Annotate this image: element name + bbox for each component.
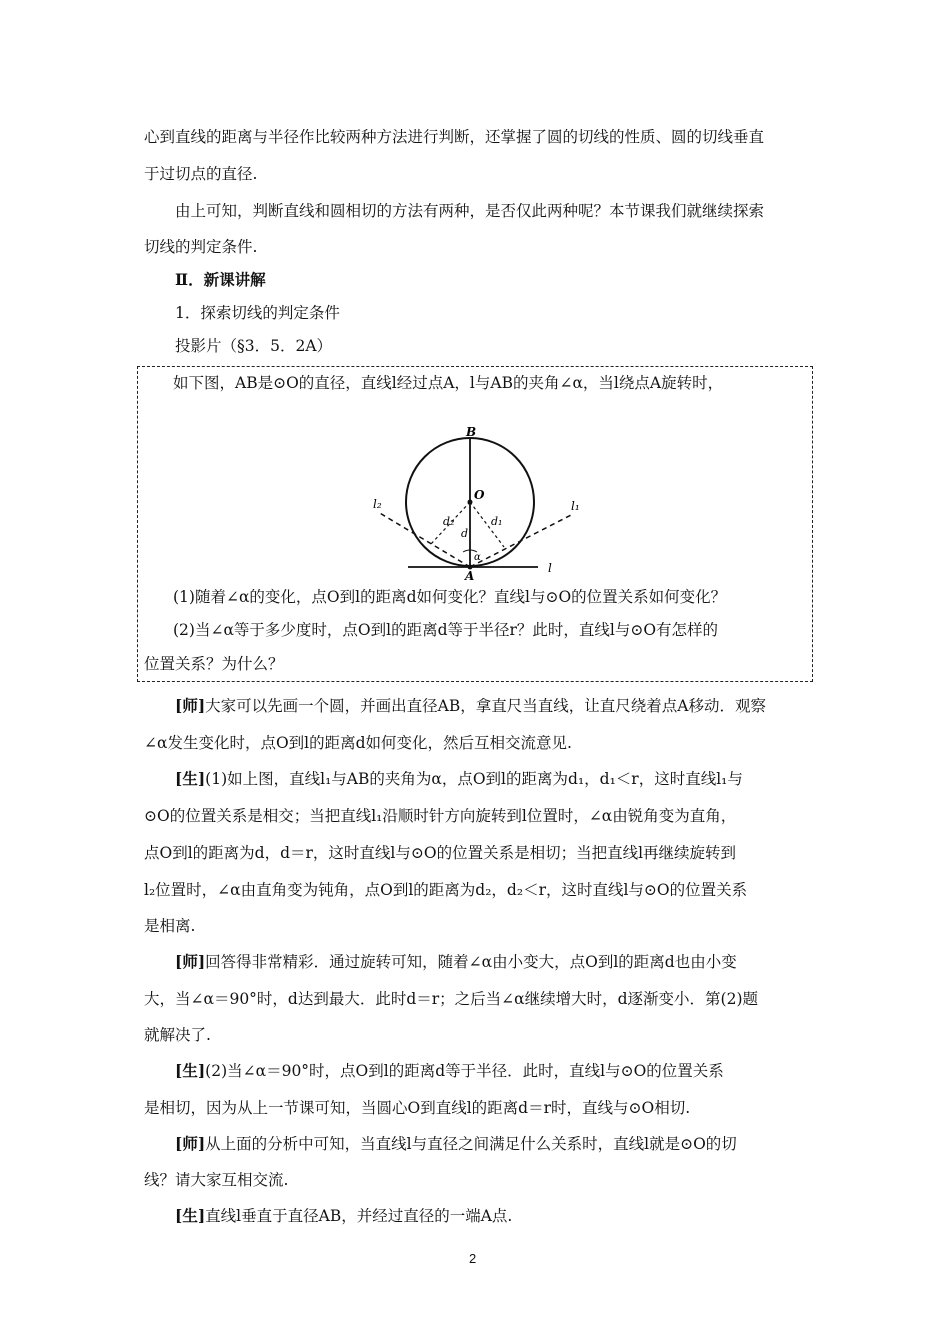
label-a: A <box>465 569 475 582</box>
dialogue-line: l₂位置时，∠α由直角变为钝角，点O到l的距离为d₂，d₂＜r，这时直线l与⊙O的位置关系 <box>144 881 748 899</box>
speaker-tag: [师] <box>175 1134 206 1153</box>
label-l1: l₁ <box>571 499 580 513</box>
label-d1: d₁ <box>491 515 503 528</box>
dialogue-text: (1)如上图，直线l₁与AB的夹角为α，点O到l的距离为d₁，d₁＜r，这时直线l₁与 <box>205 770 743 788</box>
label-d: d <box>461 527 469 540</box>
paragraph-line: 由上可知，判断直线和圆相切的方法有两种，是否仅此两种呢？本节课我们就继续探索 <box>175 202 765 220</box>
slide-intro: 如下图，AB是⊙O的直径，直线l经过点A，l与AB的夹角∠α，当l绕点A旋转时， <box>173 374 724 392</box>
section-heading: Ⅱ．新课讲解 <box>175 270 266 289</box>
dialogue-line: 大，当∠α＝90°时，d达到最大．此时d＝r；之后当∠α继续增大时，d逐渐变小．第(2)题 <box>144 990 759 1008</box>
dialogue-text: 从上面的分析中可知，当直线l与直径之间满足什么关系时，直线l就是⊙O的切 <box>205 1135 737 1153</box>
dialogue-line <box>175 952 737 972</box>
paragraph-line: 于过切点的直径. <box>144 165 258 183</box>
dialogue-line: 就解决了. <box>144 1026 211 1044</box>
dialogue-line <box>175 1134 737 1154</box>
dialogue-text: 回答得非常精彩．通过旋转可知，随着∠α由小变大，点O到l的距离d也由小变 <box>205 953 737 971</box>
sub-heading: 1．探索切线的判定条件 <box>175 304 340 322</box>
dialogue-line: 是相离. <box>144 917 196 935</box>
dialogue-line <box>175 769 743 789</box>
dialogue-line <box>175 696 766 716</box>
label-alpha: α <box>474 552 481 563</box>
dialogue-text: 直线l垂直于直径AB，并经过直径的一端A点. <box>205 1207 513 1225</box>
dialogue-text: 大家可以先画一个圆，并画出直径AB，拿直尺当直线，让直尺绕着点A移动．观察 <box>205 697 766 715</box>
slide-question-1: (1)随着∠α的变化，点O到l的距离d如何变化？直线l与⊙O的位置关系如何变化？ <box>173 588 727 606</box>
point-o <box>468 500 473 505</box>
page-number: 2 <box>469 1251 477 1266</box>
speaker-tag: [生] <box>175 1061 206 1080</box>
dialogue-line: 是相切，因为从上一节课可知，当圆心O到直线l的距离d＝r时，直线与⊙O相切. <box>144 1099 691 1117</box>
slide-reference: 投影片（§3．5．2A） <box>175 337 333 355</box>
slide-question-2: (2)当∠α等于多少度时，点O到l的距离d等于半径r？此时，直线l与⊙O有怎样的 <box>173 621 719 639</box>
dialogue-line: 点O到l的距离为d，d＝r，这时直线l与⊙O的位置关系是相切；当把直线l再继续旋转到 <box>144 844 737 862</box>
dialogue-text: (2)当∠α＝90°时，点O到l的距离d等于半径．此时，直线l与⊙O的位置关系 <box>205 1062 724 1080</box>
speaker-tag: [生] <box>175 769 206 788</box>
slide-question-2-cont: 位置关系？为什么？ <box>144 655 284 673</box>
paragraph-line: 切线的判定条件. <box>144 238 258 256</box>
line-l2 <box>378 512 470 567</box>
label-d2: d₂ <box>443 515 455 528</box>
speaker-tag: [师] <box>175 952 206 971</box>
slide-box <box>137 366 813 682</box>
label-l: l <box>548 561 552 575</box>
dialogue-line <box>175 1061 724 1081</box>
dialogue-line: ⊙O的位置关系是相交；当把直线l₁沿顺时针方向旋转到l位置时，∠α由锐角变为直角， <box>144 807 737 825</box>
label-l2: l₂ <box>373 497 382 511</box>
label-o: O <box>474 488 485 502</box>
dialogue-line: 线？请大家互相交流. <box>144 1171 289 1189</box>
speaker-tag: [师] <box>175 696 206 715</box>
dialogue-line: ∠α发生变化时，点O到l的距离d如何变化，然后互相交流意见. <box>144 734 572 752</box>
speaker-tag: [生] <box>175 1206 206 1225</box>
dialogue-line <box>175 1206 512 1226</box>
paragraph-line: 心到直线的距离与半径作比较两种方法进行判断，还掌握了圆的切线的性质、圆的切线垂直 <box>144 128 765 146</box>
tangent-figure <box>373 402 593 582</box>
label-b: B <box>466 425 477 439</box>
